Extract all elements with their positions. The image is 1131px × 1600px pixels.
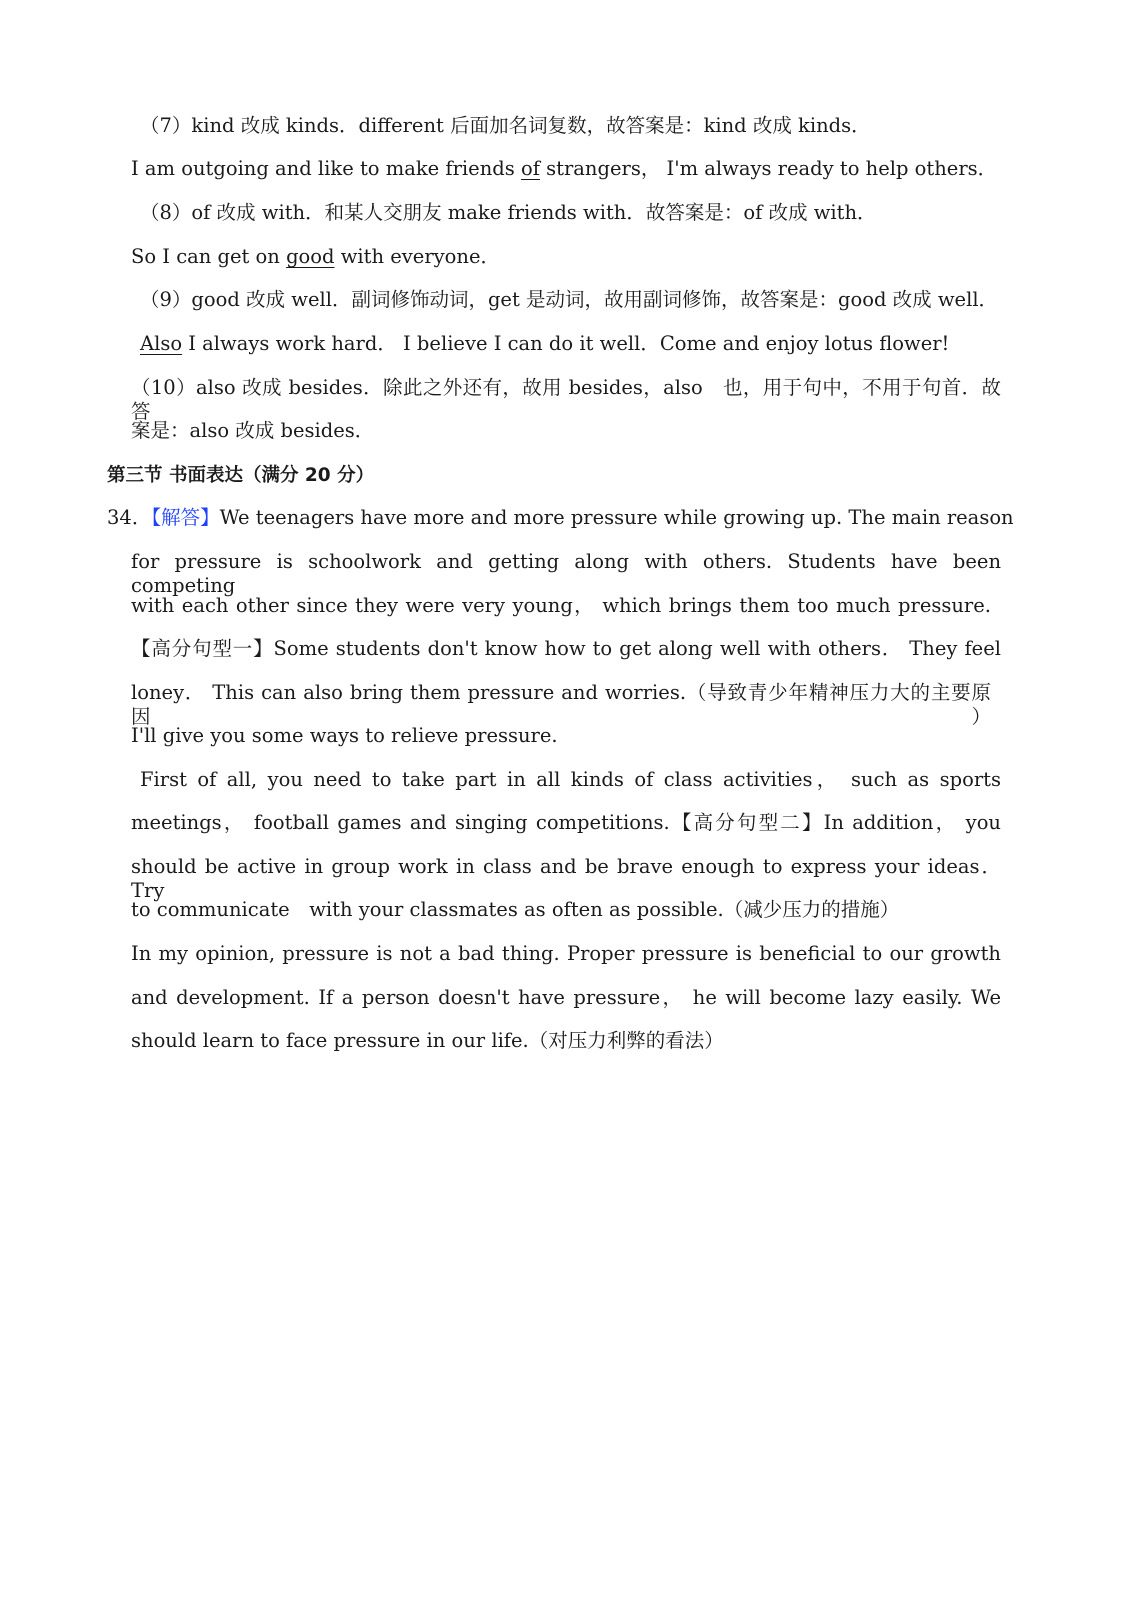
passage-text: I always work hard． I believe I can do it well．Come and enjoy lotus flower!	[182, 332, 950, 355]
essay-line: meetings， football games and singing competitions.【高分句型二】In addition， you	[131, 811, 1001, 834]
passage-sentence-1	[131, 157, 997, 181]
passage-sentence-3	[140, 332, 949, 356]
passage-sentence-2	[131, 245, 500, 269]
correction-item-7: （7）kind 改成 kinds．different 后面加名词复数，故答案是：kind 改成 kinds．	[140, 114, 871, 137]
passage-text: strangers， I'm always ready to help others．	[539, 157, 998, 180]
essay-line: and development. If a person doesn't have pressure， he will become lazy easily. We	[131, 986, 1001, 1009]
essay-line: In my opinion, pressure is not a bad thing. Proper pressure is beneficial to our growth	[131, 942, 1001, 965]
essay-line: to communicate with your classmates as often as possible.（减少压力的措施）	[131, 898, 900, 921]
answer-tag: 【解答】	[151, 506, 220, 529]
question-number: 34．	[107, 506, 152, 529]
essay-line: should learn to face pressure in our life.（对压力利弊的看法）	[131, 1029, 724, 1052]
correction-item-9: （9）good 改成 well．副词修饰动词，get 是动词，故用副词修饰，故答案是：good 改成 well．	[140, 288, 999, 311]
correction-item-10-cont: 案是：also 改成 besides．	[131, 419, 375, 442]
essay-line: for pressure is schoolwork and getting along with others. Students have been competing	[131, 550, 1001, 597]
essay-line: should be active in group work in class and be brave enough to express your ideas． Try	[131, 855, 1001, 902]
correction-item-10: （10）also 改成 besides．除此之外还有，故用 besides，also 也，用于句中，不用于句首．故答	[131, 376, 1001, 423]
essay-line: with each other since they were very young， which brings them too much pressure.	[131, 594, 991, 617]
error-word: of	[520, 157, 540, 180]
passage-text: So I can get on	[131, 245, 287, 268]
passage-text: I am outgoing and like to make friends	[131, 157, 521, 180]
essay-line: I'll give you some ways to relieve pressure.	[131, 724, 558, 747]
essay-line: loney． This can also bring them pressure and worries.（导致青少年精神压力大的主要原因）	[131, 681, 991, 728]
correction-item-8: （8）of 改成 with．和某人交朋友 make friends with．故答案是：of 改成 with．	[140, 201, 877, 224]
error-word: good	[286, 245, 335, 268]
essay-line: We teenagers have more and more pressure while growing up. The main reason	[219, 506, 1014, 529]
section-heading: 第三节 书面表达（满分 20 分）	[107, 465, 375, 486]
passage-text: with everyone．	[334, 245, 501, 268]
essay-line: 【高分句型一】Some students don't know how to get along well with others． They feel	[131, 637, 1001, 660]
essay-line: First of all, you need to take part in all kinds of class activities， such as sports	[140, 768, 1001, 791]
answer-34-first-line	[107, 506, 1014, 530]
error-word: Also	[140, 332, 183, 355]
